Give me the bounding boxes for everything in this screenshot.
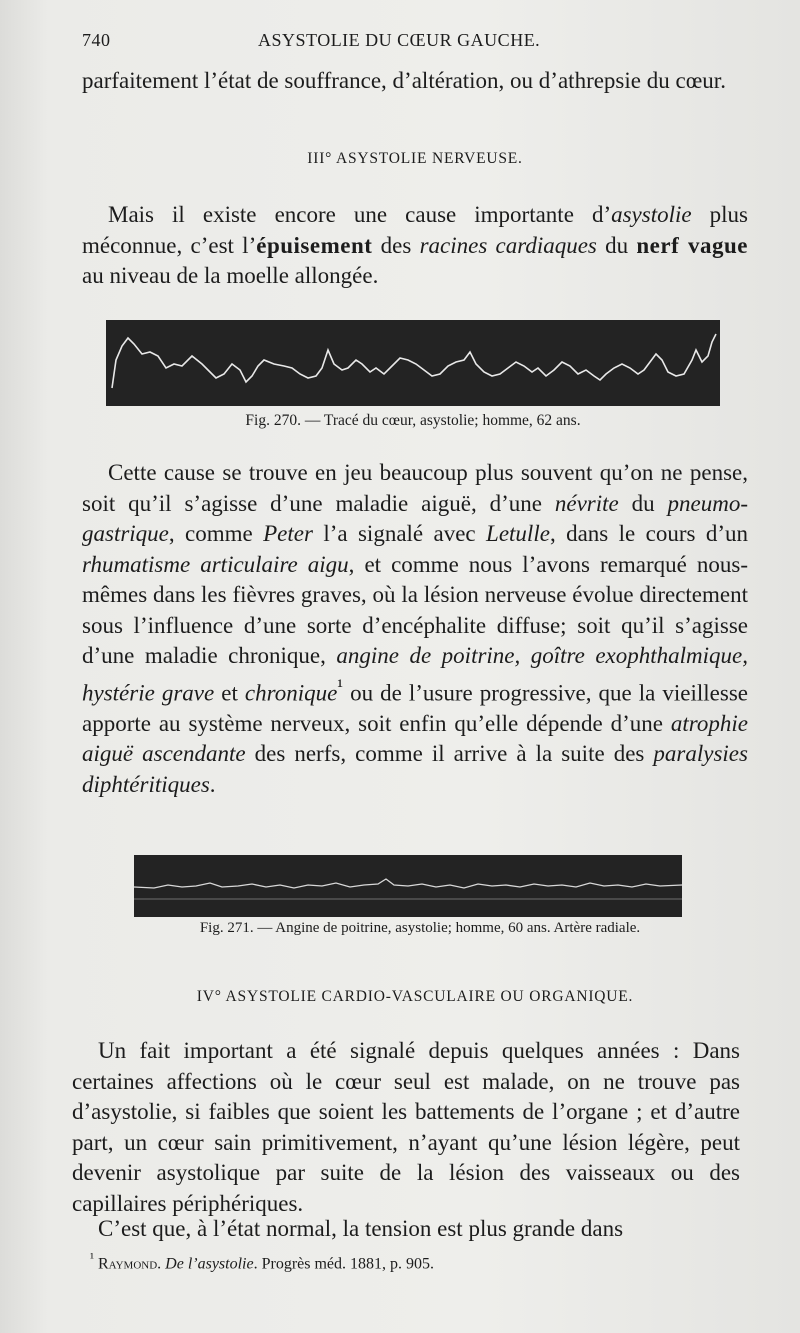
figure-270-caption: Fig. 270. — Tracé du cœur, asystolie; homme, 62 ans. — [245, 412, 581, 429]
paragraph-2: Cette cause se trouve en jeu beaucoup plus souvent qu’on ne pense, soit qu’il s’agisse d’une maladie aiguë, d’une névrite du pneumo-gastrique, comme Peter l’a signalé avec Letulle, dans le cours d’un rhumatisme articulaire aigu, et comme nous l’avons remarqué nous-mêmes dans les fièvres graves, où la lésion nerveuse évolue directement sous l’influence d’une sorte d’encéphalite diffuse; soit qu’il s’agisse d’une maladie chronique, angine de poitrine, goître exophthalmique, hystérie grave et chronique$^{^1}$ ou de l’usure progressive, que la vieillesse apporte au système nerveux, soit enfin qu’elle dépende d’une atrophie aiguë ascendante des nerfs, comme il arrive à la suite des paralysies diphtéritiques. — [82, 460, 749, 797]
page-number: 740 — [82, 30, 111, 50]
pulse-trace-line — [134, 879, 682, 888]
section-heading-4: IV° ASYSTOLIE CARDIO-VASCULAIRE OU ORGANIQUE. — [196, 988, 634, 1005]
figure-270-tracing — [106, 320, 720, 406]
continued-paragraph: parfaitement l’état de souffrance, d’altération, ou d’athrepsie du cœur. — [82, 68, 726, 93]
running-title: ASYSTOLIE DU CŒUR GAUCHE. — [258, 30, 541, 50]
footnote: $^{^1}$ Raymond. De l’asystolie. Progrès méd. 1881, p. 905. — [90, 1250, 435, 1273]
heart-trace-line — [112, 334, 716, 388]
section-3-paragraph: Mais il existe encore une cause importante d’asystolie plus méconnue, c’est l’épuisement des racines cardiaques du nerf vague au niveau de la moelle allongée. — [82, 202, 748, 288]
footnote-ref: ¹ — [337, 675, 344, 697]
figure-271-caption: Fig. 271. — Angine de poitrine, asystolie; homme, 60 ans. Artère radiale. — [199, 920, 641, 936]
figure-271-tracing — [134, 855, 682, 917]
heart-tracing-svg — [106, 320, 720, 406]
section-4-paragraph-1: Un fait important a été signalé depuis quelques années : Dans certaines affections où le cœur seul est malade, on ne trouve pas d’asystolie, si faibles que soient les battements de l’organe ; et d’autre part, un cœur sain primitivement, n’ayant qu’une lésion légère, peut devenir asystolique par suite de la lésion des vaisseaux ou des capillaires périphériques. — [72, 1038, 740, 1216]
section-heading-3: III° ASYSTOLIE NERVEUSE. — [307, 150, 523, 167]
footnote-author: Raymond — [98, 1255, 158, 1273]
footnote-title: De l’asystolie — [165, 1255, 254, 1273]
section-4-paragraph-2: C’est que, à l’état normal, la tension est plus grande dans — [98, 1216, 624, 1241]
running-header — [82, 30, 742, 56]
pulse-tracing-svg — [134, 855, 682, 917]
